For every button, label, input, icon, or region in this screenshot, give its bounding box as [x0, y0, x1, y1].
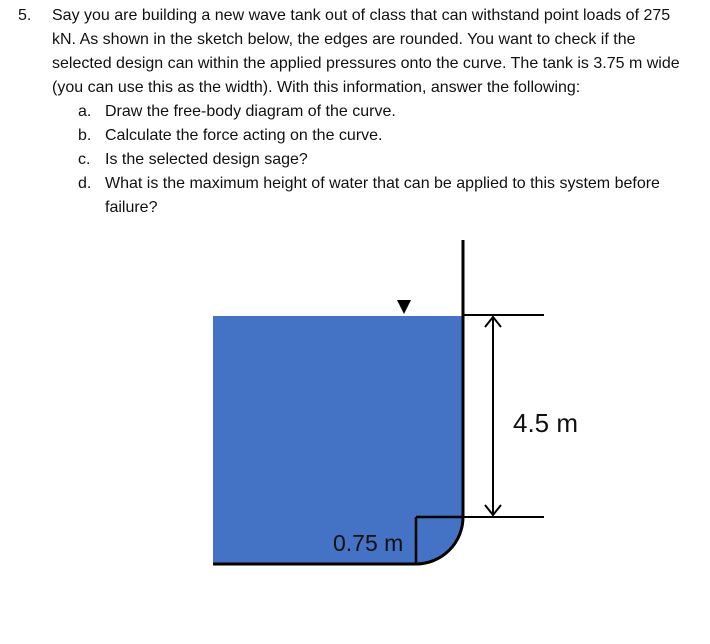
sub-question-letter: a.: [78, 103, 92, 120]
radius-dimension-label: 0.75 m: [333, 530, 404, 556]
height-dimension-label: 4.5 m: [513, 408, 579, 438]
water-surface-marker-icon: [397, 300, 411, 314]
sub-question-letter: b.: [78, 127, 92, 144]
stem-line: (you can use this as the width). With this information, answer the following:: [52, 79, 581, 96]
question-number: 5.: [18, 7, 32, 24]
sub-question-line: What is the maximum height of water that can be applied to this system before: [105, 175, 660, 192]
water-body: [213, 316, 463, 564]
sub-question-letter: d.: [78, 175, 92, 192]
stem-line: Say you are building a new wave tank out of class that can withstand point loads of 275: [52, 7, 671, 24]
sub-question-line: Calculate the force acting on the curve.: [105, 127, 383, 144]
sub-question-letter: c.: [78, 151, 91, 168]
sub-question-line: failure?: [105, 199, 158, 216]
sub-question-line: Is the selected design sage?: [105, 151, 308, 168]
stem-line: selected design can within the applied pressures onto the curve. The tank is 3.75 m wide: [52, 55, 680, 72]
sub-question-line: Draw the free-body diagram of the curve.: [105, 103, 396, 120]
stem-line: kN. As shown in the sketch below, the edges are rounded. You want to check if the: [52, 31, 636, 48]
